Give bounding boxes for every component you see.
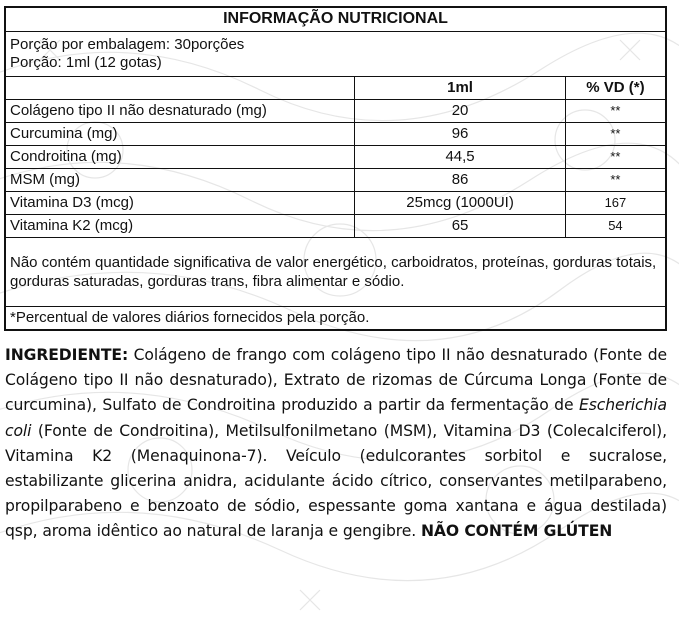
- nutrient-name: Vitamina D3 (mcg): [5, 192, 355, 215]
- portion-size: Porção: 1ml (12 gotas): [10, 54, 162, 71]
- table-row: [5, 215, 666, 238]
- nutrient-daily-value: **: [565, 123, 666, 146]
- nutrient-name: MSM (mg): [5, 169, 355, 192]
- table-row: [5, 100, 666, 123]
- ingredients-text-part-1: Colágeno de frango com colágeno tipo II não desnaturado (Fonte de Colágeno tipo II não desnaturado), Extrato de rizomas de Cúrcuma Longa (Fonte de curcumina), Sulfato de Condroitina produzido a partir da fermentação de: [5, 346, 667, 415]
- ingredients-label: INGREDIENTE:: [5, 346, 129, 364]
- table-row: [5, 123, 666, 146]
- nutrient-name: Colágeno tipo II não desnaturado (mg): [5, 100, 355, 123]
- header-amount: 1ml: [355, 77, 566, 100]
- nutrient-value: 96: [355, 123, 566, 146]
- nutrient-name: Vitamina K2 (mcg): [5, 215, 355, 238]
- nutrient-value: 65: [355, 215, 566, 238]
- table-header-row: [5, 77, 666, 100]
- nutrition-facts-table: [4, 6, 667, 331]
- table-title: INFORMAÇÃO NUTRICIONAL: [5, 7, 666, 32]
- table-title-row: [5, 7, 666, 32]
- table-row: [5, 192, 666, 215]
- table-row: [5, 169, 666, 192]
- header-nutrient: [5, 77, 355, 100]
- nutrient-name: Curcumina (mg): [5, 123, 355, 146]
- nutrient-name: Condroitina (mg): [5, 146, 355, 169]
- footnote-row: [5, 307, 666, 331]
- nutrient-daily-value: 54: [565, 215, 666, 238]
- note-row: [5, 238, 666, 307]
- portion-per-package: Porção por embalagem: 30porções: [10, 36, 245, 53]
- nutrient-value: 44,5: [355, 146, 566, 169]
- gluten-free-notice: NÃO CONTÉM GLÚTEN: [420, 522, 613, 541]
- nutrient-daily-value: **: [565, 146, 666, 169]
- header-daily-value: % VD (*): [565, 77, 666, 100]
- nutrient-daily-value: **: [565, 100, 666, 123]
- portion-row: [5, 32, 666, 77]
- portion-info: [5, 32, 666, 77]
- nutrient-value: 20: [355, 100, 566, 123]
- nutrient-daily-value: 167: [565, 192, 666, 215]
- ingredients-italic-species: Escherichia coli: [5, 396, 667, 440]
- daily-value-footnote: *Percentual de valores diários fornecidos pela porção.: [5, 307, 666, 331]
- table-row: [5, 146, 666, 169]
- ingredients-paragraph: [5, 343, 667, 545]
- ingredients-text-part-2: (Fonte de Condroitina), Metilsulfonilmetano (MSM), Vitamina D3 (Colecalciferol), Vitamina K2 (Menaquinona-7). Veículo (edulcorantes sorbitol e sucralose, estabilizante glicerina anidra, acidulante ácido cítrico, conservantes metilparabeno, propilparabeno e benzoato de sódio, espessante goma xantana e água destilada) qsp, aroma idêntico ao natural de laranja e gengibre.: [5, 421, 667, 541]
- nutrient-value: 86: [355, 169, 566, 192]
- nutrient-daily-value: **: [565, 169, 666, 192]
- nutrition-note: Não contém quantidade significativa de valor energético, carboidratos, proteínas, gorduras totais, gorduras saturadas, gorduras trans, fibra alimentar e sódio.: [5, 238, 666, 307]
- nutrient-value: 25mcg (1000UI): [355, 192, 566, 215]
